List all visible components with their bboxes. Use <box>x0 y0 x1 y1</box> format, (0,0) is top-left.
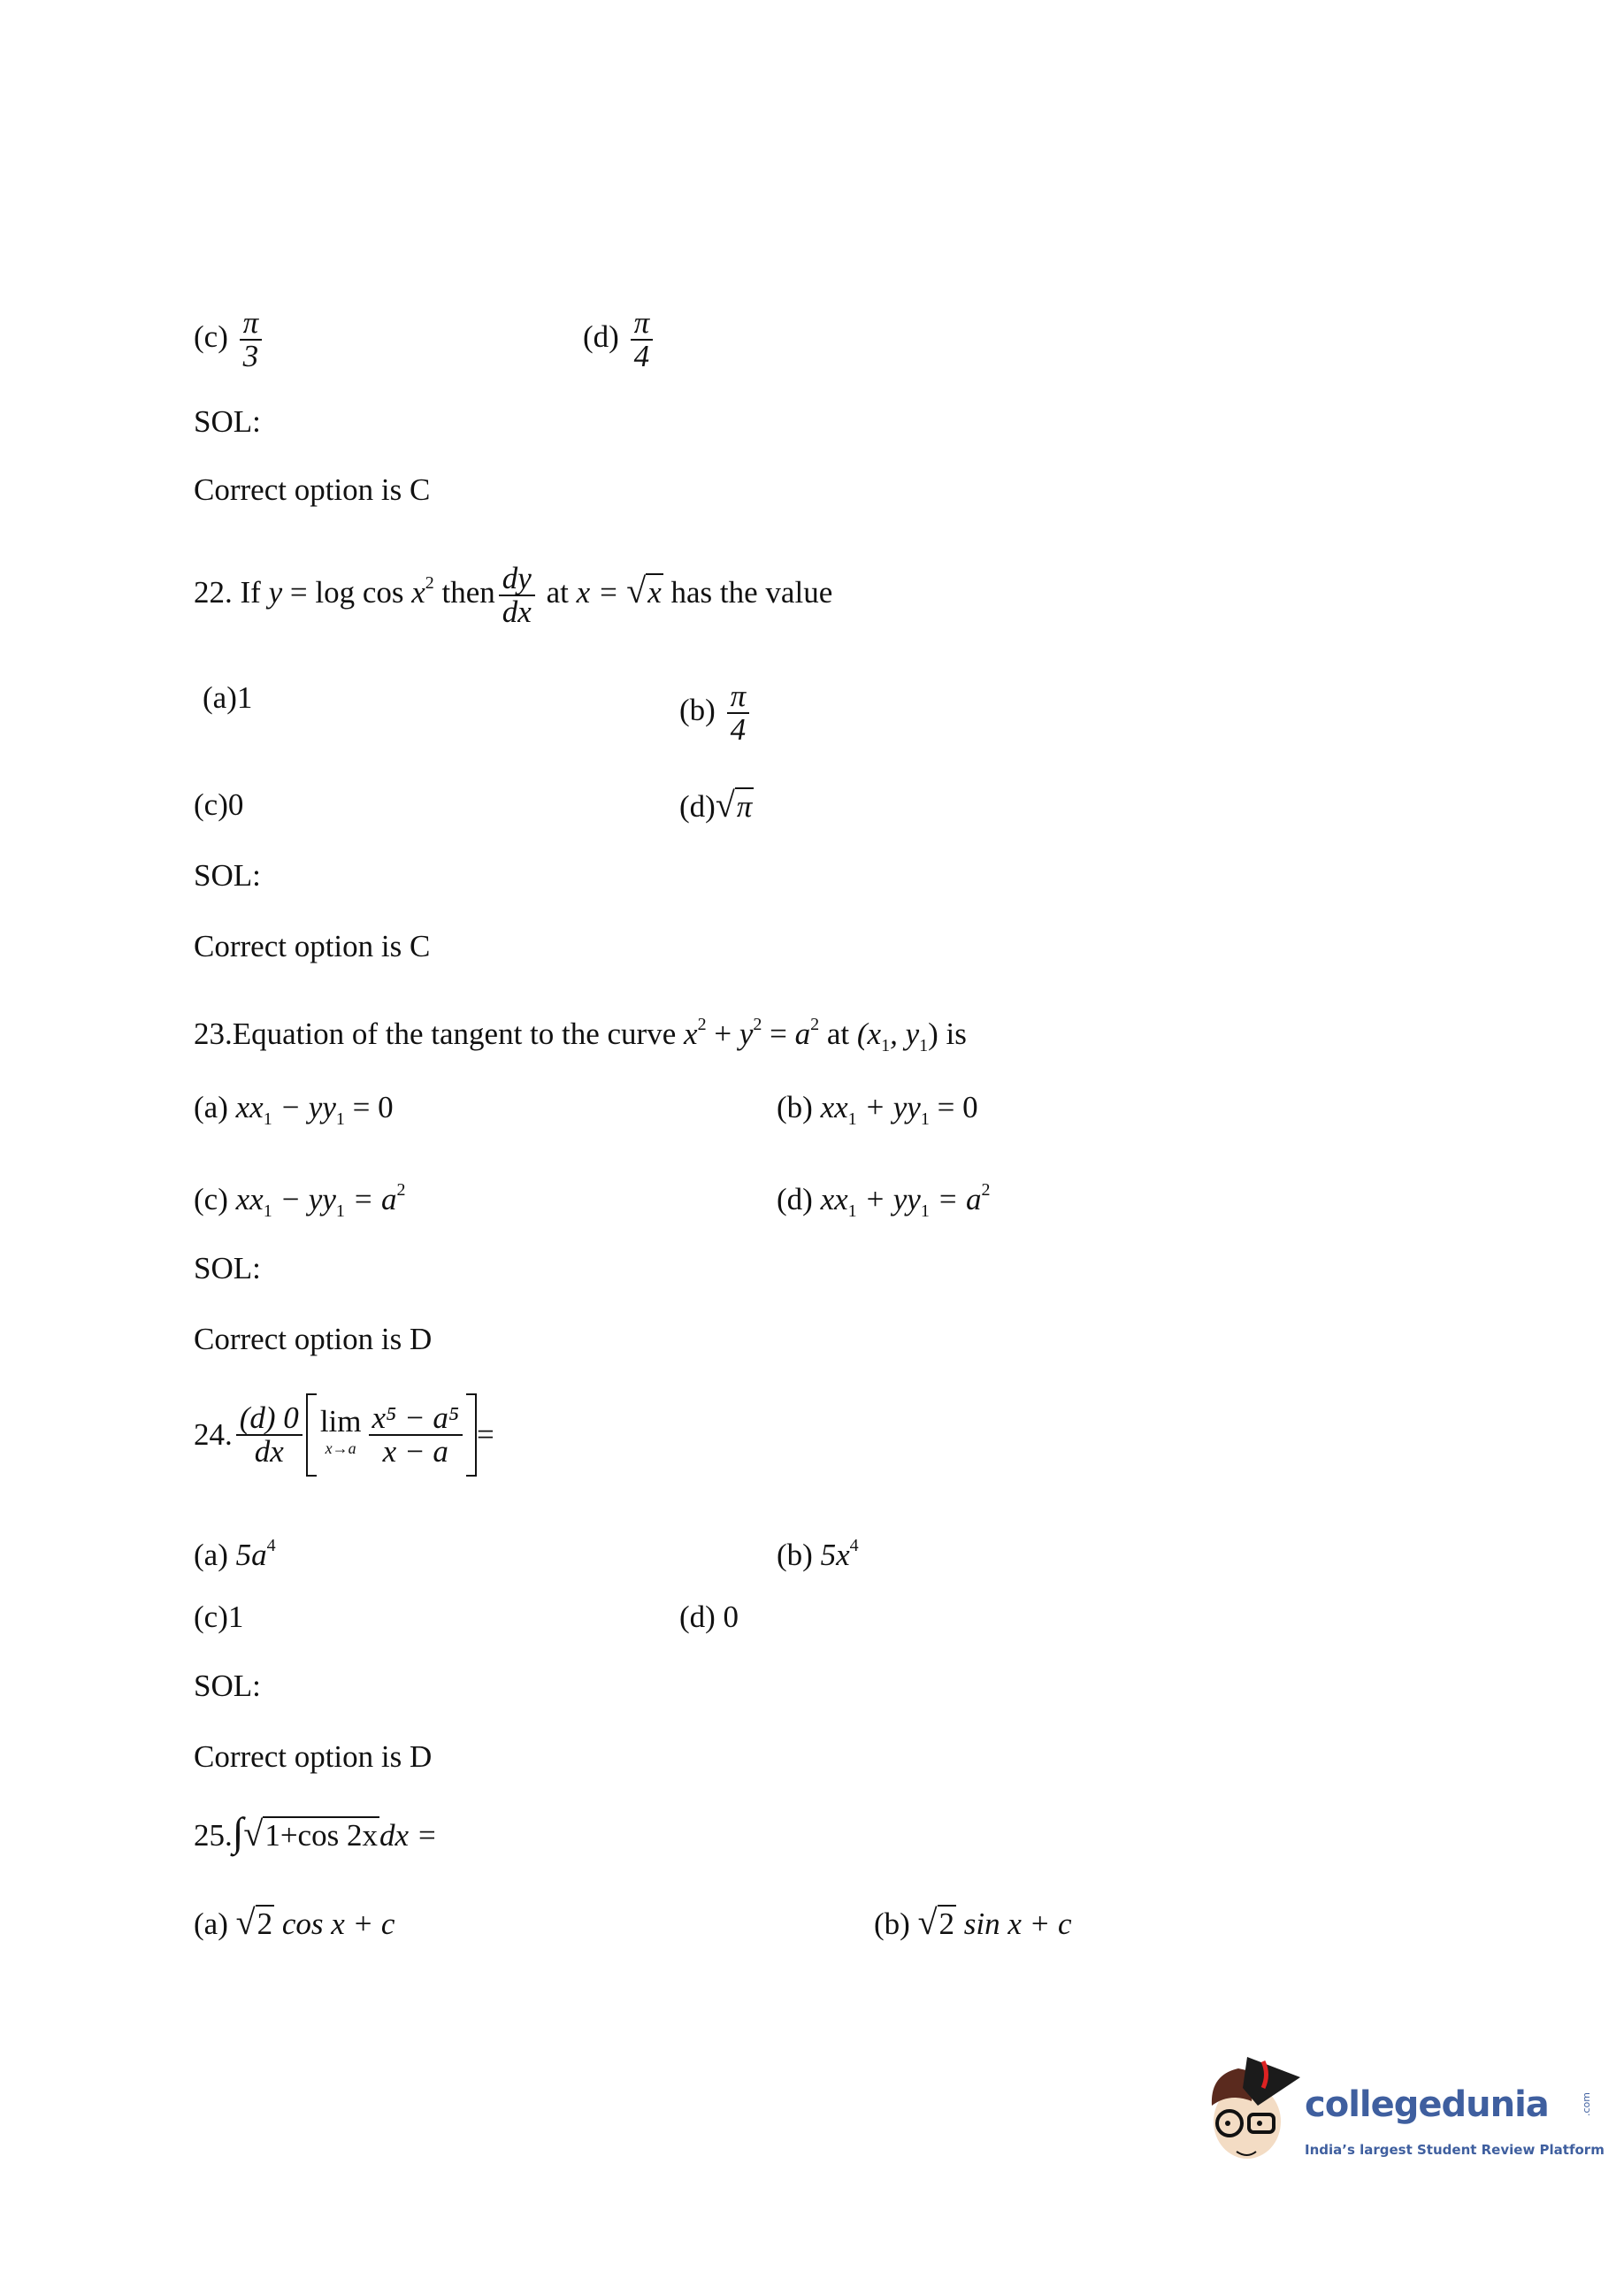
brand-tagline: India’s largest Student Review Platform <box>1305 2142 1605 2158</box>
label: (b) <box>777 1090 821 1124</box>
expr: − yy <box>272 1090 336 1124</box>
answer: Correct option is D <box>194 1739 433 1774</box>
var: x <box>411 575 425 610</box>
label: (a) <box>194 1090 236 1124</box>
sub: 1 <box>847 1201 857 1221</box>
fraction <box>631 307 654 372</box>
fraction <box>236 1402 303 1468</box>
sqrt: √2 <box>917 1902 955 1942</box>
label: (b) <box>874 1907 918 1941</box>
question-24 <box>194 1391 494 1479</box>
limit <box>319 1404 362 1462</box>
question-22 <box>194 563 832 628</box>
option-a <box>194 1090 394 1137</box>
var: x = <box>576 575 627 610</box>
question-25 <box>194 1809 438 1854</box>
point: , y <box>890 1017 920 1051</box>
sub: 1 <box>919 1036 929 1055</box>
expr: xx <box>235 1182 264 1216</box>
exp: 4 <box>849 1536 859 1555</box>
exp: 4 <box>266 1536 276 1555</box>
expr: xx <box>820 1182 848 1216</box>
sol-label: SOL: <box>194 404 261 439</box>
text: at <box>819 1017 857 1051</box>
question-23 <box>194 1007 967 1063</box>
option-a <box>194 1528 276 1573</box>
text: then <box>433 575 495 610</box>
fraction <box>369 1402 463 1468</box>
expr: − yy <box>272 1182 336 1216</box>
fraction <box>240 307 263 372</box>
radicand: 1+cos 2x <box>264 1818 378 1853</box>
text: at <box>538 575 577 610</box>
exp: 2 <box>425 573 434 594</box>
exp: 2 <box>396 1180 406 1200</box>
numerator: x⁵ − a⁵ <box>369 1402 463 1436</box>
option-a <box>194 1902 395 1942</box>
expr: xx <box>820 1090 848 1124</box>
expr: = a <box>344 1182 397 1216</box>
option-c <box>194 1172 406 1229</box>
text: + <box>706 1017 739 1051</box>
q-num: 25. <box>194 1818 233 1853</box>
option-c: (c)1 <box>194 1600 244 1634</box>
brand-name: collegedunia <box>1305 2084 1549 2125</box>
text: is <box>938 1017 967 1051</box>
denominator: x − a <box>382 1434 448 1469</box>
option-b <box>777 1090 978 1137</box>
expr: 5a <box>235 1538 267 1572</box>
option-d <box>679 787 754 825</box>
exp: 2 <box>753 1015 762 1034</box>
radicand: 2 <box>257 1907 273 1941</box>
mascot-icon <box>1203 2053 1300 2168</box>
exp: 2 <box>981 1180 991 1200</box>
expr: = a <box>929 1182 982 1216</box>
text: dx = <box>379 1818 438 1853</box>
sol-label: SOL: <box>194 1251 261 1285</box>
expr: = 0 <box>929 1090 978 1124</box>
sub: 1 <box>847 1109 857 1129</box>
label: (b) <box>679 693 716 728</box>
point: ) <box>928 1017 938 1051</box>
option-b <box>679 680 753 746</box>
sub: 1 <box>263 1109 272 1129</box>
label: (d) <box>777 1182 821 1216</box>
sqrt: √2 <box>235 1902 273 1942</box>
lim: lim <box>319 1404 362 1439</box>
numerator: π <box>240 307 263 341</box>
left-bracket <box>306 1393 317 1477</box>
answer: Correct option is C <box>194 472 431 507</box>
point: (x <box>856 1017 882 1051</box>
exp: 2 <box>810 1015 820 1034</box>
var: x <box>684 1017 698 1051</box>
radicand: 2 <box>938 1907 955 1941</box>
option-c: (c)0 <box>194 787 244 822</box>
var: a <box>794 1017 811 1051</box>
numerator: π <box>727 680 750 714</box>
denominator: 4 <box>730 712 747 747</box>
sub: 1 <box>335 1201 345 1221</box>
expr: + yy <box>856 1182 921 1216</box>
label: (a) <box>194 1907 236 1941</box>
sqrt: √1+cos 2x <box>243 1814 378 1853</box>
fraction <box>727 680 750 746</box>
integral-sign: ∫ <box>232 1809 244 1854</box>
sub: 1 <box>263 1201 272 1221</box>
label: (b) <box>777 1538 821 1572</box>
label: (c) <box>194 319 228 355</box>
sqrt: √x <box>626 571 662 611</box>
numerator: π <box>631 307 654 341</box>
var: y <box>268 575 283 610</box>
exp: 2 <box>697 1015 707 1034</box>
expr: sin x + c <box>956 1907 1072 1941</box>
lim-sub: x→a <box>325 1439 356 1457</box>
fraction <box>499 563 535 628</box>
expr: cos x + c <box>274 1907 395 1941</box>
option-a: (a)1 <box>203 680 253 715</box>
sub: 1 <box>881 1036 891 1055</box>
option-d <box>777 1172 990 1229</box>
text: has the value <box>663 575 833 610</box>
brand-tld: .com <box>1581 2092 1592 2116</box>
radicand: x <box>647 575 662 610</box>
option-c-prev <box>194 307 265 372</box>
q-num: 22. If <box>194 575 261 610</box>
sol-label: SOL: <box>194 858 261 893</box>
text: = <box>477 1417 494 1452</box>
expr: 5x <box>820 1538 850 1572</box>
numerator: (d) 0 <box>236 1402 303 1436</box>
option-b <box>874 1902 1072 1942</box>
text: 23.Equation of the tangent to the curve <box>194 1017 685 1051</box>
numerator: dy <box>499 563 535 596</box>
sub: 1 <box>920 1201 930 1221</box>
sol-label: SOL: <box>194 1669 261 1703</box>
sub: 1 <box>920 1109 930 1129</box>
text: = log cos <box>282 575 412 610</box>
denominator: dx <box>502 595 532 629</box>
expr: + yy <box>856 1090 921 1124</box>
right-bracket <box>466 1393 477 1477</box>
sqrt: √π <box>715 785 753 825</box>
label: (a) <box>194 1538 236 1572</box>
denominator: 3 <box>242 339 259 373</box>
denominator: dx <box>254 1434 284 1469</box>
radicand: π <box>736 789 753 824</box>
label: (d) <box>679 789 716 824</box>
option-d: (d) 0 <box>679 1600 739 1634</box>
expr: = 0 <box>344 1090 394 1124</box>
label: (d) <box>583 319 619 355</box>
option-b <box>777 1528 859 1573</box>
collegedunia-logo <box>1203 2070 1610 2194</box>
text: = <box>762 1017 795 1051</box>
denominator: 4 <box>633 339 650 373</box>
option-d-prev <box>583 307 656 372</box>
q-num: 24. <box>194 1417 233 1452</box>
sub: 1 <box>335 1109 345 1129</box>
expr: xx <box>235 1090 264 1124</box>
label: (c) <box>194 1182 236 1216</box>
answer: Correct option is D <box>194 1322 433 1356</box>
answer: Correct option is C <box>194 929 431 963</box>
var: y <box>739 1017 754 1051</box>
